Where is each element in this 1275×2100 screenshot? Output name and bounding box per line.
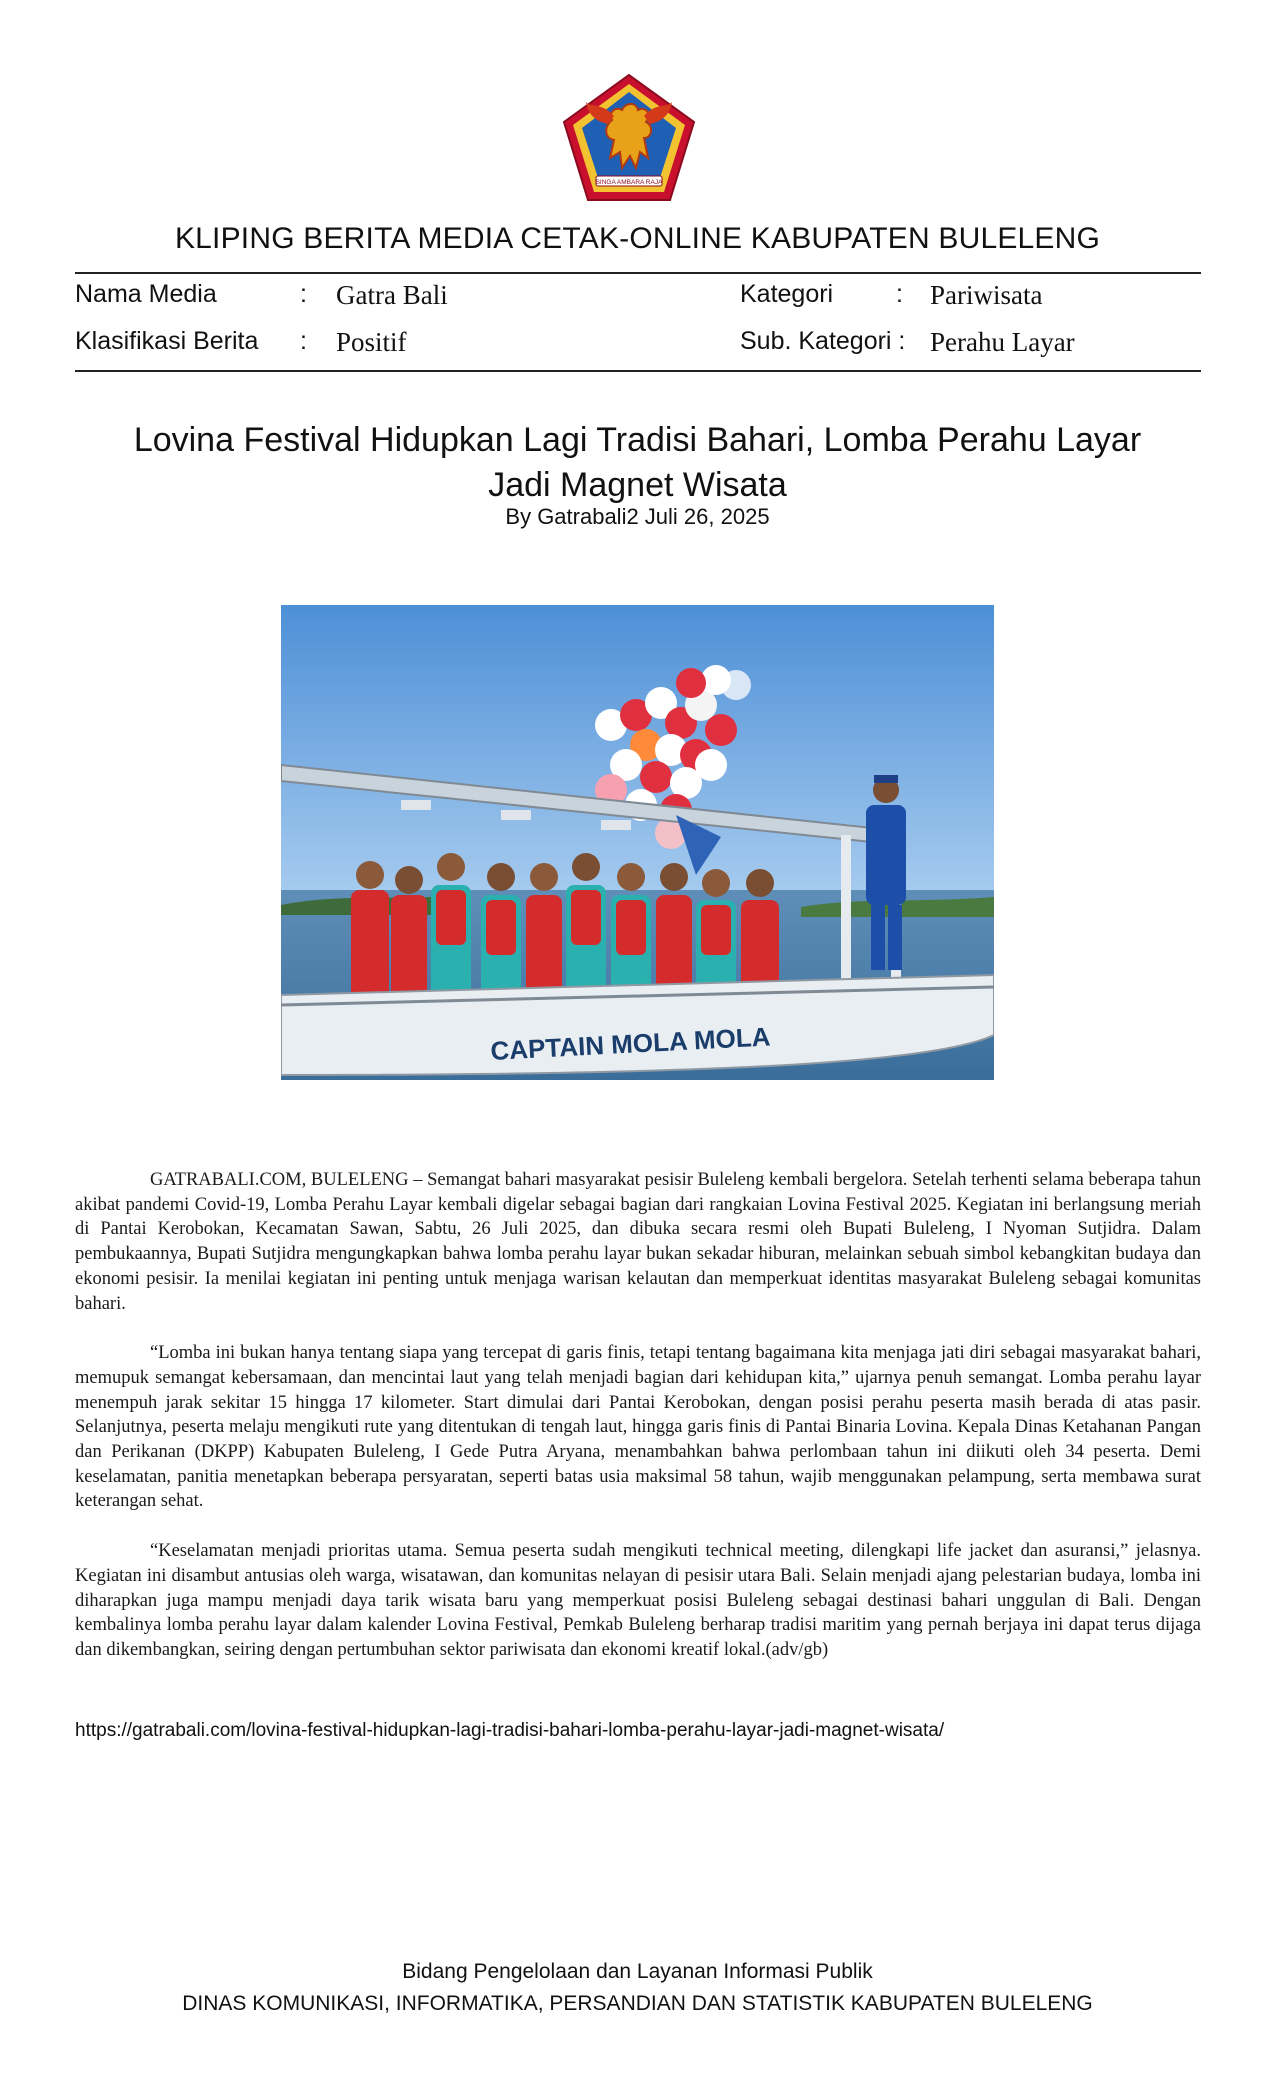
source-url[interactable]: https://gatrabali.com/lovina-festival-hidupkan-lagi-tradisi-bahari-lomba-perahu-layar-jadi-magnet-wisata/	[75, 1720, 945, 1741]
article-photo	[281, 605, 994, 1080]
media-value: Gatra Bali	[336, 280, 448, 310]
category-label: Kategori	[740, 280, 834, 308]
classification-separator: :	[300, 327, 307, 355]
bottom-divider	[75, 370, 1201, 372]
classification-label: Klasifikasi Berita	[75, 327, 259, 355]
article-paragraph-3: “Keselamatan menjadi prioritas utama. Semua peserta sudah mengikuti technical meeting, dilengkapi life jacket dan asuransi,” jelasnya. Kegiatan ini disambut antusias oleh warga, wisatawan, dan komunitas nelayan di pesisir utara Bali. Selain menjadi ajang pelestarian budaya, lomba ini diharapkan juga mampu menjadi daya tarik wisata baru yang memperkuat posisi Buleleng sebagai destinasi bahari unggulan di Bali. Dengan kembalinya lomba perahu layar dalam kalender Lovina Festival, Pemkab Buleleng berharap tradisi maritim yang pernah berjaya ini dapat terus dijaga dan dikembangkan, seiring dengan pertumbuhan sektor pariwisata dan ekonomi kreatif lokal.(adv/gb)	[75, 1541, 1201, 1660]
article-headline	[100, 418, 1175, 508]
boat-name: CAPTAIN MOLA MOLA	[489, 1021, 772, 1066]
footer-agency: DINAS KOMUNIKASI, INFORMATIKA, PERSANDIAN DAN STATISTIK KABUPATEN BULELENG	[182, 1992, 1093, 2015]
headline-line-2: Jadi Magnet Wisata	[488, 466, 787, 504]
media-separator: :	[300, 280, 307, 308]
classification-value: Positif	[336, 327, 407, 357]
subcategory-label: Sub. Kategori :	[740, 327, 906, 355]
article-paragraph-2: “Lomba ini bukan hanya tentang siapa yang tercepat di garis finis, tetapi tentang bagaimana kita menjaga jati diri sebagai masyarakat bahari, memupuk semangat kebersamaan, dan mencintai laut yang telah menjadi bagian dari kehidupan kita,” ujarnya penuh semangat. Lomba perahu layar menempuh jarak sekitar 15 hingga 17 kilometer. Start dimulai dari Pantai Kerobokan, dengan posisi perahu peserta masih berada di atas pasir. Selanjutnya, peserta melaju mengikuti rute yang ditentukan di tengah laut, hingga garis finis di Pantai Binaria Lovina. Kepala Dinas Ketahanan Pangan dan Perikanan (DKPP) Kabupaten Buleleng, I Gede Putra Aryana, menambahkan bahwa perlombaan tahun ini diikuti oleh 34 peserta. Demi keselamatan, panitia menetapkan beberapa persyaratan, seperti batas usia maksimal 58 tahun, wajib menggunakan pelampung, serta membawa surat keterangan sehat.	[75, 1343, 1201, 1512]
logo-motto: SINGA AMBARA RAJA	[595, 179, 663, 186]
buleleng-emblem-logo	[560, 72, 698, 204]
headline-line-1: Lovina Festival Hidupkan Lagi Tradisi Bahari, Lomba Perahu Layar	[133, 421, 1142, 459]
article-body	[75, 1168, 1201, 1688]
category-separator: :	[896, 280, 903, 308]
article-byline: By Gatrabali2 Juli 26, 2025	[505, 504, 770, 529]
document-title: KLIPING BERITA MEDIA CETAK-ONLINE KABUPATEN BULELENG	[174, 222, 1101, 255]
footer-department: Bidang Pengelolaan dan Layanan Informasi Publik	[402, 1960, 873, 1983]
top-divider	[75, 272, 1201, 274]
media-label: Nama Media	[75, 280, 217, 308]
article-paragraph-1: GATRABALI.COM, BULELENG – Semangat bahari masyarakat pesisir Buleleng kembali bergelora. Setelah terhenti selama beberapa tahun akibat pandemi Covid-19, Lomba Perahu Layar kembali digelar sebagai bagian dari rangkaian Lovina Festival 2025. Kegiatan ini berlangsung meriah di Pantai Kerobokan, Kecamatan Sawan, Sabtu, 26 Juli 2025, dan dibuka secara resmi oleh Bupati Buleleng, I Nyoman Sutjidra. Dalam pembukaannya, Bupati Sutjidra mengungkapkan bahwa lomba perahu layar bukan sekadar hiburan, melainkan sebuah simbol kebangkitan budaya dan ekonomi pesisir. Ia menilai kegiatan ini penting untuk menjaga warisan kelautan dan memperkuat identitas masyarakat Buleleng sebagai komunitas bahari.	[75, 1170, 1201, 1314]
category-value: Pariwisata	[930, 280, 1043, 310]
subcategory-value: Perahu Layar	[930, 327, 1075, 357]
